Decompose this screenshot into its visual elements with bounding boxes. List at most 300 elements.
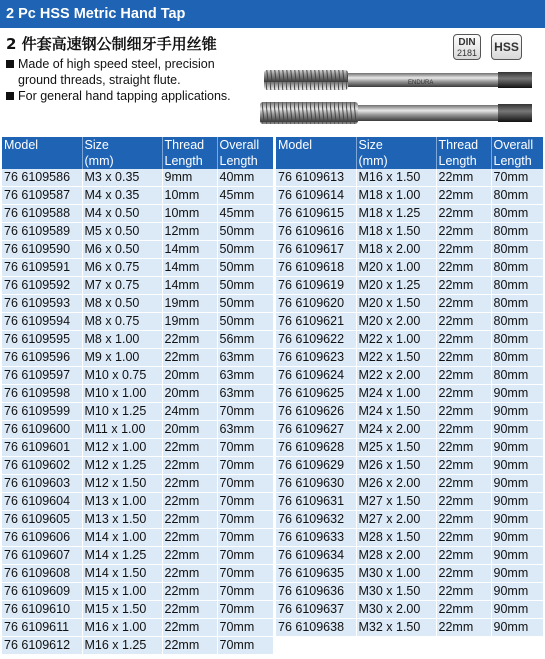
cell-size: M30 x 1.00 [356, 565, 436, 583]
cell-model: 76 6109597 [2, 367, 82, 385]
cell-size: M18 x 1.00 [356, 187, 436, 205]
cell-thread-length: 22mm [436, 259, 491, 277]
cell-model: 76 6109609 [2, 583, 82, 601]
feature-bullet-2 [6, 88, 231, 104]
cell-model: 76 6109607 [2, 547, 82, 565]
cell-thread-length: 22mm [162, 547, 217, 565]
cell-thread-length: 22mm [162, 349, 217, 367]
cell-thread-length: 22mm [436, 313, 491, 331]
cell-size: M32 x 1.50 [356, 619, 436, 637]
cell-thread-length: 22mm [436, 205, 491, 223]
hss-badge-icon: HSS [491, 34, 522, 60]
table-row [276, 295, 543, 313]
table-row [276, 601, 543, 619]
table-row [276, 493, 543, 511]
cell-overall-length: 70mm [217, 511, 273, 529]
feature-list [6, 56, 231, 104]
cell-model: 76 6109623 [276, 349, 356, 367]
table-row [2, 349, 273, 367]
cell-size: M12 x 1.25 [82, 457, 162, 475]
cell-thread-length: 22mm [436, 331, 491, 349]
col-header-model: Model [276, 137, 356, 169]
cell-size: M30 x 1.50 [356, 583, 436, 601]
cell-size: M7 x 0.75 [82, 277, 162, 295]
cell-model: 76 6109617 [276, 241, 356, 259]
cell-thread-length: 22mm [436, 169, 491, 187]
cell-model: 76 6109625 [276, 385, 356, 403]
cell-overall-length: 70mm [217, 547, 273, 565]
cell-empty [436, 637, 491, 655]
cell-size: M10 x 0.75 [82, 367, 162, 385]
cell-overall-length: 40mm [217, 169, 273, 187]
cell-thread-length: 22mm [436, 385, 491, 403]
cell-overall-length: 90mm [491, 475, 543, 493]
cell-model: 76 6109629 [276, 457, 356, 475]
cell-model: 76 6109627 [276, 421, 356, 439]
cell-thread-length: 22mm [162, 475, 217, 493]
cell-thread-length: 22mm [436, 475, 491, 493]
cell-overall-length: 63mm [217, 349, 273, 367]
cell-size: M20 x 2.00 [356, 313, 436, 331]
cell-size: M15 x 1.50 [82, 601, 162, 619]
cell-thread-length: 22mm [162, 511, 217, 529]
cell-thread-length: 22mm [436, 493, 491, 511]
table-row [2, 583, 273, 601]
cell-size: M3 x 0.35 [82, 169, 162, 187]
cell-overall-length: 63mm [217, 421, 273, 439]
cell-thread-length: 14mm [162, 277, 217, 295]
cell-thread-length: 14mm [162, 241, 217, 259]
cell-model: 76 6109612 [2, 637, 82, 655]
cell-size: M4 x 0.50 [82, 205, 162, 223]
bullet-square-icon [6, 60, 14, 68]
cell-size: M20 x 1.50 [356, 295, 436, 313]
cell-size: M20 x 1.00 [356, 259, 436, 277]
cell-thread-length: 12mm [162, 223, 217, 241]
cell-overall-length: 90mm [491, 439, 543, 457]
cell-overall-length: 80mm [491, 259, 543, 277]
cell-overall-length: 70mm [217, 637, 273, 655]
cell-overall-length: 70mm [491, 169, 543, 187]
cell-size: M6 x 0.50 [82, 241, 162, 259]
cell-model: 76 6109588 [2, 205, 82, 223]
cell-size: M22 x 1.00 [356, 331, 436, 349]
cell-model: 76 6109633 [276, 529, 356, 547]
table-row [2, 367, 273, 385]
table-row [2, 295, 273, 313]
cell-thread-length: 22mm [436, 295, 491, 313]
cell-model: 76 6109630 [276, 475, 356, 493]
cell-size: M18 x 2.00 [356, 241, 436, 259]
cell-overall-length: 45mm [217, 205, 273, 223]
cell-overall-length: 90mm [491, 547, 543, 565]
table-row [2, 169, 273, 187]
cell-size: M10 x 1.00 [82, 385, 162, 403]
cell-model: 76 6109619 [276, 277, 356, 295]
table-row [2, 313, 273, 331]
cell-thread-length: 14mm [162, 259, 217, 277]
table-row [2, 493, 273, 511]
table-row [2, 601, 273, 619]
cell-overall-length: 70mm [217, 457, 273, 475]
cell-overall-length: 70mm [217, 493, 273, 511]
cell-model: 76 6109622 [276, 331, 356, 349]
cell-thread-length: 10mm [162, 187, 217, 205]
cell-overall-length: 80mm [491, 367, 543, 385]
col-header-size: Size (mm) [356, 137, 436, 169]
cell-thread-length: 22mm [436, 619, 491, 637]
cell-thread-length: 22mm [436, 511, 491, 529]
cell-thread-length: 22mm [436, 367, 491, 385]
cell-overall-length: 90mm [491, 565, 543, 583]
cell-model: 76 6109608 [2, 565, 82, 583]
cell-size: M28 x 2.00 [356, 547, 436, 565]
table-row [2, 565, 273, 583]
cell-thread-length: 22mm [162, 529, 217, 547]
cell-model: 76 6109605 [2, 511, 82, 529]
cell-overall-length: 80mm [491, 187, 543, 205]
cell-overall-length: 90mm [491, 493, 543, 511]
cell-model: 76 6109603 [2, 475, 82, 493]
table-header-row [2, 137, 273, 169]
table-row [2, 547, 273, 565]
cell-size: M14 x 1.25 [82, 547, 162, 565]
table-row [276, 439, 543, 457]
cell-size: M27 x 2.00 [356, 511, 436, 529]
cell-overall-length: 90mm [491, 421, 543, 439]
cell-model: 76 6109596 [2, 349, 82, 367]
cell-thread-length: 24mm [162, 403, 217, 421]
cell-size: M5 x 0.50 [82, 223, 162, 241]
cell-thread-length: 22mm [436, 241, 491, 259]
cell-model: 76 6109615 [276, 205, 356, 223]
tap-brand-text: ENDURA [408, 80, 434, 86]
cell-model: 76 6109638 [276, 619, 356, 637]
cell-model: 76 6109637 [276, 601, 356, 619]
table-row [2, 205, 273, 223]
table-row [276, 259, 543, 277]
cell-thread-length: 19mm [162, 295, 217, 313]
cell-size: M30 x 2.00 [356, 601, 436, 619]
cell-thread-length: 22mm [162, 493, 217, 511]
cell-thread-length: 22mm [162, 637, 217, 655]
cell-overall-length: 80mm [491, 349, 543, 367]
table-row [276, 421, 543, 439]
cell-size: M16 x 1.25 [82, 637, 162, 655]
cell-overall-length: 90mm [491, 529, 543, 547]
cell-thread-length: 22mm [162, 619, 217, 637]
cell-size: M16 x 1.50 [356, 169, 436, 187]
cell-overall-length: 50mm [217, 223, 273, 241]
cell-size: M4 x 0.35 [82, 187, 162, 205]
cell-thread-length: 22mm [436, 277, 491, 295]
cell-model: 76 6109624 [276, 367, 356, 385]
tap-bottom [260, 102, 532, 124]
cell-overall-length: 90mm [491, 583, 543, 601]
cell-size: M25 x 1.50 [356, 439, 436, 457]
din-number: 2181 [456, 48, 478, 58]
table-row [2, 637, 273, 655]
cell-model: 76 6109635 [276, 565, 356, 583]
cell-thread-length: 22mm [436, 601, 491, 619]
table-row [2, 187, 273, 205]
cell-thread-length: 10mm [162, 205, 217, 223]
cell-thread-length: 22mm [436, 187, 491, 205]
table-row [2, 331, 273, 349]
cell-thread-length: 22mm [162, 583, 217, 601]
cell-size: M18 x 1.25 [356, 205, 436, 223]
cell-thread-length: 22mm [436, 421, 491, 439]
cell-overall-length: 70mm [217, 475, 273, 493]
table-header-row [276, 137, 543, 169]
cell-model: 76 6109600 [2, 421, 82, 439]
cell-model: 76 6109626 [276, 403, 356, 421]
cell-thread-length: 22mm [162, 331, 217, 349]
cell-model: 76 6109599 [2, 403, 82, 421]
cell-model: 76 6109631 [276, 493, 356, 511]
cell-model: 76 6109632 [276, 511, 356, 529]
cell-model: 76 6109592 [2, 277, 82, 295]
table-row [2, 619, 273, 637]
cell-model: 76 6109610 [2, 601, 82, 619]
cell-model: 76 6109595 [2, 331, 82, 349]
table-row [276, 349, 543, 367]
table-row [2, 385, 273, 403]
cell-model: 76 6109601 [2, 439, 82, 457]
col-header-thread-length: Thread Length [436, 137, 491, 169]
cell-thread-length: 22mm [436, 223, 491, 241]
cell-size: M18 x 1.50 [356, 223, 436, 241]
cell-overall-length: 70mm [217, 529, 273, 547]
cell-overall-length: 70mm [217, 403, 273, 421]
cell-size: M13 x 1.50 [82, 511, 162, 529]
cell-overall-length: 50mm [217, 295, 273, 313]
feature-text-2: For general hand tapping applications. [18, 89, 231, 103]
cell-model: 76 6109593 [2, 295, 82, 313]
cell-overall-length: 80mm [491, 205, 543, 223]
feature-text-1a: Made of high speed steel, precision [18, 57, 215, 71]
cell-size: M8 x 0.75 [82, 313, 162, 331]
cell-thread-length: 20mm [162, 421, 217, 439]
cell-overall-length: 45mm [217, 187, 273, 205]
col-header-size: Size (mm) [82, 137, 162, 169]
cell-overall-length: 70mm [217, 601, 273, 619]
table-row [276, 619, 543, 637]
cell-overall-length: 70mm [217, 439, 273, 457]
cell-overall-length: 80mm [491, 313, 543, 331]
feature-text-1b: ground threads, straight flute. [18, 73, 181, 87]
table-row [2, 241, 273, 259]
table-row [276, 205, 543, 223]
table-row [2, 439, 273, 457]
cell-thread-length: 22mm [436, 403, 491, 421]
table-row [276, 241, 543, 259]
cell-model: 76 6109616 [276, 223, 356, 241]
cell-model: 76 6109594 [2, 313, 82, 331]
cell-model: 76 6109620 [276, 295, 356, 313]
table-row-empty [276, 637, 543, 655]
table-row [2, 421, 273, 439]
cell-model: 76 6109586 [2, 169, 82, 187]
cell-size: M13 x 1.00 [82, 493, 162, 511]
table-row [276, 331, 543, 349]
table-row [276, 511, 543, 529]
cell-thread-length: 22mm [162, 601, 217, 619]
cell-overall-length: 50mm [217, 259, 273, 277]
cell-overall-length: 70mm [217, 619, 273, 637]
cell-empty [276, 637, 356, 655]
table-row [276, 565, 543, 583]
cell-size: M11 x 1.00 [82, 421, 162, 439]
table-row [276, 583, 543, 601]
cell-thread-length: 22mm [436, 547, 491, 565]
cell-size: M9 x 1.00 [82, 349, 162, 367]
cell-thread-length: 22mm [436, 583, 491, 601]
table-row [276, 223, 543, 241]
spec-table-left [2, 137, 273, 655]
tap-top [264, 70, 532, 90]
cell-overall-length: 90mm [491, 403, 543, 421]
table-row [2, 259, 273, 277]
cell-model: 76 6109606 [2, 529, 82, 547]
cell-size: M28 x 1.50 [356, 529, 436, 547]
cell-overall-length: 80mm [491, 277, 543, 295]
table-row [2, 403, 273, 421]
cell-overall-length: 63mm [217, 367, 273, 385]
cell-overall-length: 80mm [491, 295, 543, 313]
cell-overall-length: 70mm [217, 565, 273, 583]
cell-overall-length: 80mm [491, 223, 543, 241]
cell-size: M24 x 2.00 [356, 421, 436, 439]
table-row [2, 223, 273, 241]
cell-size: M16 x 1.00 [82, 619, 162, 637]
cell-model: 76 6109618 [276, 259, 356, 277]
cell-size: M10 x 1.25 [82, 403, 162, 421]
cell-overall-length: 50mm [217, 313, 273, 331]
table-row [2, 475, 273, 493]
cell-size: M26 x 1.50 [356, 457, 436, 475]
cell-model: 76 6109587 [2, 187, 82, 205]
page-title: 2 Pc HSS Metric Hand Tap [0, 0, 545, 28]
cell-size: M24 x 1.50 [356, 403, 436, 421]
col-header-overall-length: Overall Length [217, 137, 273, 169]
table-row [276, 313, 543, 331]
cell-overall-length: 50mm [217, 241, 273, 259]
table-row [2, 277, 273, 295]
cell-overall-length: 63mm [217, 385, 273, 403]
cell-empty [491, 637, 543, 655]
cell-thread-length: 22mm [436, 349, 491, 367]
cell-model: 76 6109590 [2, 241, 82, 259]
table-row [276, 547, 543, 565]
cell-thread-length: 22mm [162, 439, 217, 457]
table-row [276, 169, 543, 187]
cell-size: M27 x 1.50 [356, 493, 436, 511]
cell-model: 76 6109636 [276, 583, 356, 601]
cell-thread-length: 9mm [162, 169, 217, 187]
cell-size: M14 x 1.00 [82, 529, 162, 547]
spec-table-right [276, 137, 543, 655]
cell-model: 76 6109602 [2, 457, 82, 475]
cell-thread-length: 22mm [436, 565, 491, 583]
feature-bullet-1 [6, 56, 231, 72]
col-header-overall-length: Overall Length [491, 137, 543, 169]
table-row [276, 385, 543, 403]
cell-size: M8 x 1.00 [82, 331, 162, 349]
cell-model: 76 6109614 [276, 187, 356, 205]
subtitle-chinese: 2 件套高速钢公制细牙手用丝锥 [6, 35, 217, 53]
cell-overall-length: 90mm [491, 619, 543, 637]
col-header-model: Model [2, 137, 82, 169]
cell-thread-length: 20mm [162, 385, 217, 403]
table-row [276, 367, 543, 385]
cell-model: 76 6109613 [276, 169, 356, 187]
col-header-thread-length: Thread Length [162, 137, 217, 169]
cell-size: M24 x 1.00 [356, 385, 436, 403]
cell-thread-length: 22mm [436, 529, 491, 547]
table-row [276, 277, 543, 295]
cell-model: 76 6109589 [2, 223, 82, 241]
cell-overall-length: 56mm [217, 331, 273, 349]
table-row [276, 187, 543, 205]
bullet-square-icon [6, 92, 14, 100]
cell-model: 76 6109598 [2, 385, 82, 403]
cell-size: M8 x 0.50 [82, 295, 162, 313]
cell-model: 76 6109628 [276, 439, 356, 457]
tap-tool-image [258, 62, 534, 132]
table-row [2, 529, 273, 547]
cell-overall-length: 50mm [217, 277, 273, 295]
cell-size: M12 x 1.00 [82, 439, 162, 457]
cell-overall-length: 90mm [491, 601, 543, 619]
cell-thread-length: 22mm [436, 439, 491, 457]
cell-overall-length: 80mm [491, 331, 543, 349]
cell-empty [356, 637, 436, 655]
din-badge-icon [453, 34, 481, 60]
cell-overall-length: 90mm [491, 511, 543, 529]
table-row [276, 475, 543, 493]
cell-size: M14 x 1.50 [82, 565, 162, 583]
cell-model: 76 6109604 [2, 493, 82, 511]
table-row [276, 457, 543, 475]
cell-overall-length: 80mm [491, 241, 543, 259]
cell-size: M12 x 1.50 [82, 475, 162, 493]
table-row [2, 511, 273, 529]
cell-thread-length: 22mm [436, 457, 491, 475]
cell-thread-length: 19mm [162, 313, 217, 331]
cell-size: M6 x 0.75 [82, 259, 162, 277]
table-row [276, 529, 543, 547]
cell-model: 76 6109591 [2, 259, 82, 277]
cell-thread-length: 22mm [162, 457, 217, 475]
cell-model: 76 6109611 [2, 619, 82, 637]
cell-size: M22 x 2.00 [356, 367, 436, 385]
cell-model: 76 6109621 [276, 313, 356, 331]
cell-overall-length: 70mm [217, 583, 273, 601]
table-row [276, 403, 543, 421]
cell-size: M26 x 2.00 [356, 475, 436, 493]
cell-overall-length: 90mm [491, 385, 543, 403]
cell-size: M22 x 1.50 [356, 349, 436, 367]
din-label: DIN [458, 37, 476, 48]
cell-overall-length: 90mm [491, 457, 543, 475]
cell-size: M15 x 1.00 [82, 583, 162, 601]
cell-model: 76 6109634 [276, 547, 356, 565]
cell-thread-length: 20mm [162, 367, 217, 385]
cell-thread-length: 22mm [162, 565, 217, 583]
cell-size: M20 x 1.25 [356, 277, 436, 295]
table-row [2, 457, 273, 475]
